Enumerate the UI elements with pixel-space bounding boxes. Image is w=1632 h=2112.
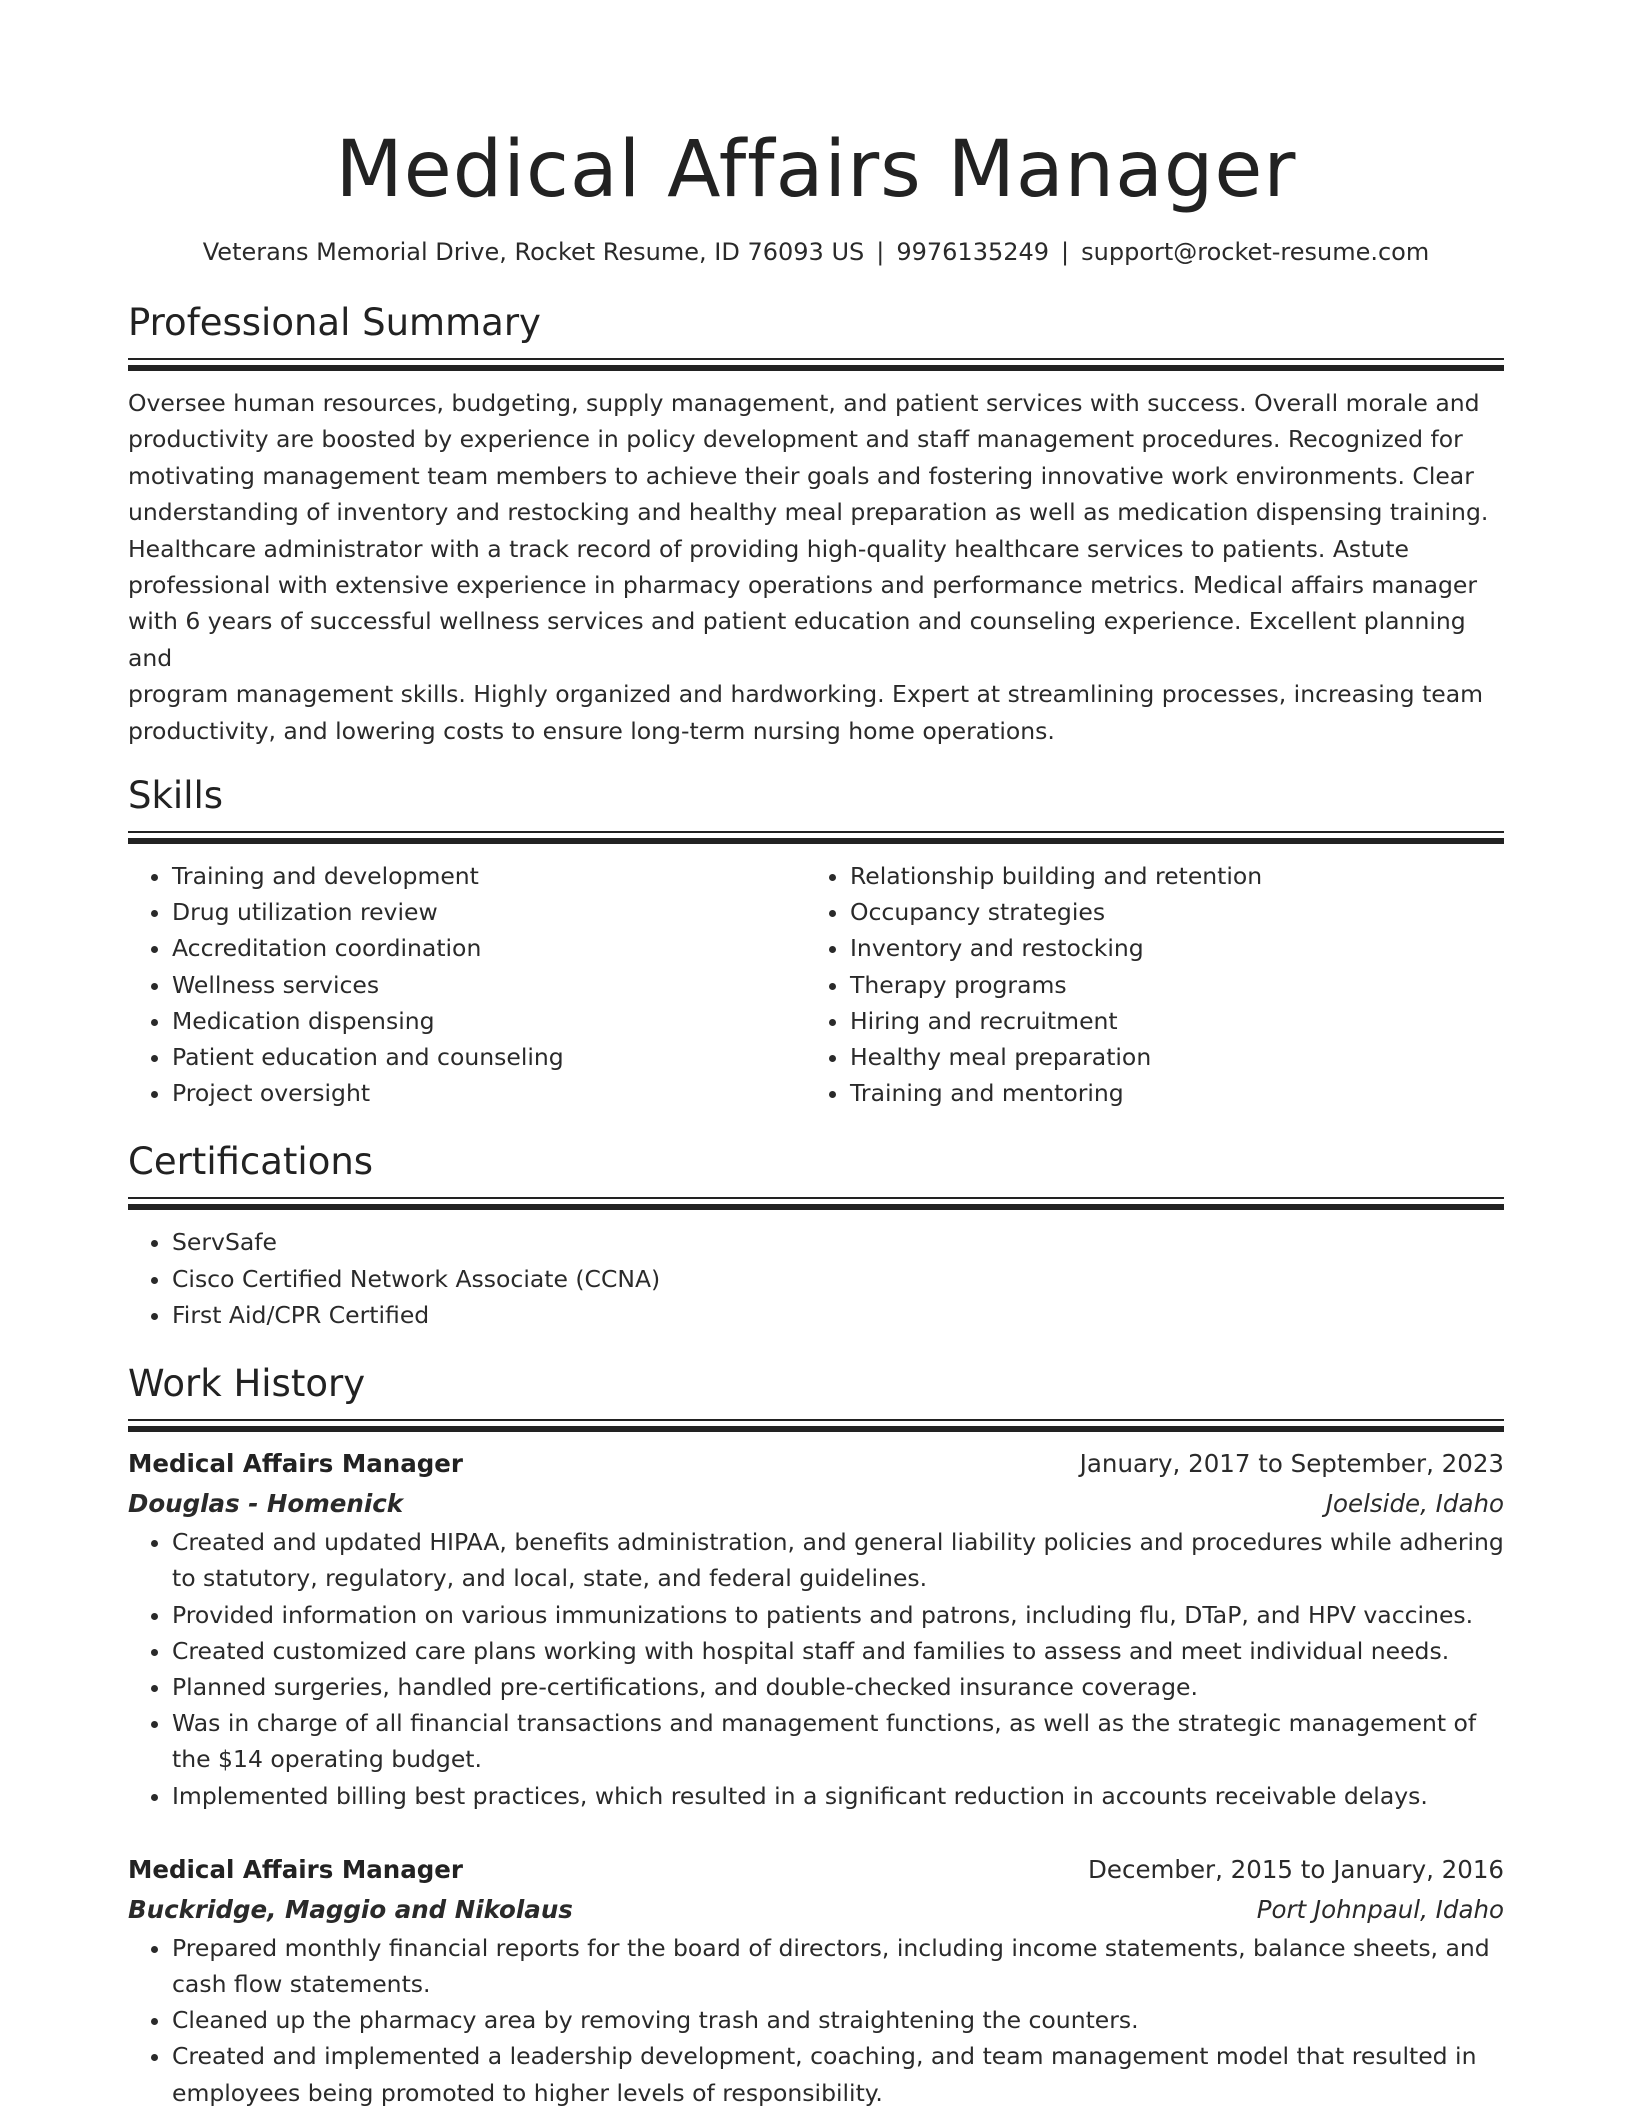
- skill-item: • Accreditation coordination: [172, 930, 806, 966]
- job-entry: [128, 1444, 1504, 1814]
- skills-section: [128, 773, 1504, 1111]
- job-bullets: [128, 1930, 1504, 2111]
- summary-section: [128, 300, 1504, 749]
- section-rule: [128, 1419, 1504, 1421]
- job-entry: [128, 1850, 1504, 2111]
- summary-line: productivity are boosted by experience in policy development and staff management procedures. Recognized for: [128, 425, 1463, 454]
- section-rule-thick: [128, 838, 1504, 844]
- summary-line: program management skills. Highly organized and hardworking. Expert at streamlining processes, increasing team: [128, 680, 1484, 709]
- skill-item: • Training and development: [172, 858, 806, 894]
- contact-phone: 9976135249: [896, 238, 1050, 266]
- job-location: Joelside, Idaho: [1325, 1489, 1504, 1519]
- summary-line: with 6 years of successful wellness services and patient education and counseling experience. Excellent planning and: [128, 607, 1466, 672]
- skill-item: • Drug utilization review: [172, 894, 806, 930]
- job-header: [128, 1444, 1504, 1484]
- job-bullet: • Was in charge of all financial transactions and management functions, as well as the strategic management of the $14 operating budget.: [172, 1705, 1504, 1777]
- section-rule: [128, 831, 1504, 833]
- job-bullet: • Provided information on various immunizations to patients and patrons, including flu, DTaP, and HPV vaccines.: [172, 1597, 1504, 1633]
- certifications-list: [128, 1224, 1504, 1333]
- contact-separator: |: [876, 238, 885, 266]
- resume-page: [128, 0, 1504, 2111]
- job-subheader: [128, 1890, 1504, 1930]
- summary-line: Healthcare administrator with a track record of providing high-quality healthcare services to patients. Astute: [128, 534, 1409, 563]
- skills-column-left: [128, 858, 806, 1111]
- skill-item: • Wellness services: [172, 967, 806, 1003]
- job-bullet: • Prepared monthly financial reports for the board of directors, including income statements, balance sheets, and cash flow statements.: [172, 1930, 1504, 2002]
- job-header: [128, 1850, 1504, 1890]
- work-history-section: [128, 1361, 1504, 2111]
- skill-item: • Inventory and restocking: [850, 930, 1484, 966]
- job-dates: January, 2017 to September, 2023: [1079, 1449, 1504, 1479]
- certification-item: • First Aid/CPR Certified: [172, 1297, 1504, 1333]
- job-dates: December, 2015 to January, 2016: [1088, 1854, 1504, 1884]
- contact-line: [128, 236, 1504, 268]
- contact-separator: |: [1061, 238, 1070, 266]
- summary-line: Oversee human resources, budgeting, supply management, and patient services with success. Overall morale and: [128, 389, 1480, 417]
- certifications-section: [128, 1139, 1504, 1333]
- certification-item: • ServSafe: [172, 1224, 1504, 1260]
- job-bullet: • Created and implemented a leadership development, coaching, and team management model that resulted in employees being promoted to higher levels of responsibility.: [172, 2038, 1504, 2110]
- skill-item: • Healthy meal preparation: [850, 1039, 1484, 1075]
- skill-item: • Occupancy strategies: [850, 894, 1484, 930]
- summary-line: professional with extensive experience in pharmacy operations and performance metrics. Medical affairs manager: [128, 571, 1478, 600]
- section-title-skills: Skills: [128, 774, 224, 818]
- skill-item: • Hiring and recruitment: [850, 1003, 1484, 1039]
- job-company: Buckridge, Maggio and Nikolaus: [128, 1894, 573, 1924]
- summary-line: productivity, and lowering costs to ensure long-term nursing home operations.: [128, 716, 1055, 745]
- section-title-work-history: Work History: [128, 1362, 366, 1406]
- contact-address: Veterans Memorial Drive, Rocket Resume, ID 76093 US: [202, 238, 865, 266]
- job-title: Medical Affairs Manager: [128, 1449, 463, 1479]
- job-bullet: • Cleaned up the pharmacy area by removing trash and straightening the counters.: [172, 2002, 1504, 2038]
- job-bullet: • Implemented billing best practices, which resulted in a significant reduction in accounts receivable delays.: [172, 1778, 1504, 1814]
- skills-column-right: [806, 858, 1484, 1111]
- job-bullets: [128, 1524, 1504, 1814]
- skill-item: • Project oversight: [172, 1075, 806, 1111]
- skill-item: • Training and mentoring: [850, 1075, 1484, 1111]
- section-title-summary: Professional Summary: [128, 301, 541, 344]
- job-location: Port Johnpaul, Idaho: [1256, 1894, 1504, 1924]
- section-rule-thick: [128, 1204, 1504, 1210]
- skill-item: • Medication dispensing: [172, 1003, 806, 1039]
- skill-item: • Relationship building and retention: [850, 858, 1484, 894]
- section-rule: [128, 1197, 1504, 1199]
- summary-line: motivating management team members to achieve their goals and fostering innovative work environments. Clear: [128, 461, 1474, 490]
- skills-columns: [128, 858, 1504, 1111]
- summary-line: understanding of inventory and restocking and healthy meal preparation as well as medication dispensing training.: [128, 498, 1489, 527]
- job-bullet: • Created customized care plans working with hospital staff and families to assess and meet individual needs.: [172, 1633, 1504, 1669]
- skill-item: • Therapy programs: [850, 967, 1484, 1003]
- section-rule-thick: [128, 365, 1504, 371]
- contact-email: support@rocket-resume.com: [1081, 238, 1430, 266]
- certification-item: • Cisco Certified Network Associate (CCNA): [172, 1261, 1504, 1297]
- skill-item: • Patient education and counseling: [172, 1039, 806, 1075]
- section-rule-thick: [128, 1426, 1504, 1432]
- summary-text: [128, 385, 1504, 749]
- section-rule: [128, 358, 1504, 360]
- job-company: Douglas - Homenick: [128, 1489, 404, 1519]
- job-bullet: • Planned surgeries, handled pre-certifications, and double-checked insurance coverage.: [172, 1669, 1504, 1705]
- job-subheader: [128, 1484, 1504, 1524]
- job-bullet: • Created and updated HIPAA, benefits administration, and general liability policies and procedures while adhering to statutory, regulatory, and local, state, and federal guidelines.: [172, 1524, 1504, 1596]
- resume-name: Medical Affairs Manager: [335, 125, 1297, 215]
- section-title-certifications: Certifications: [128, 1140, 374, 1184]
- job-title: Medical Affairs Manager: [128, 1854, 463, 1884]
